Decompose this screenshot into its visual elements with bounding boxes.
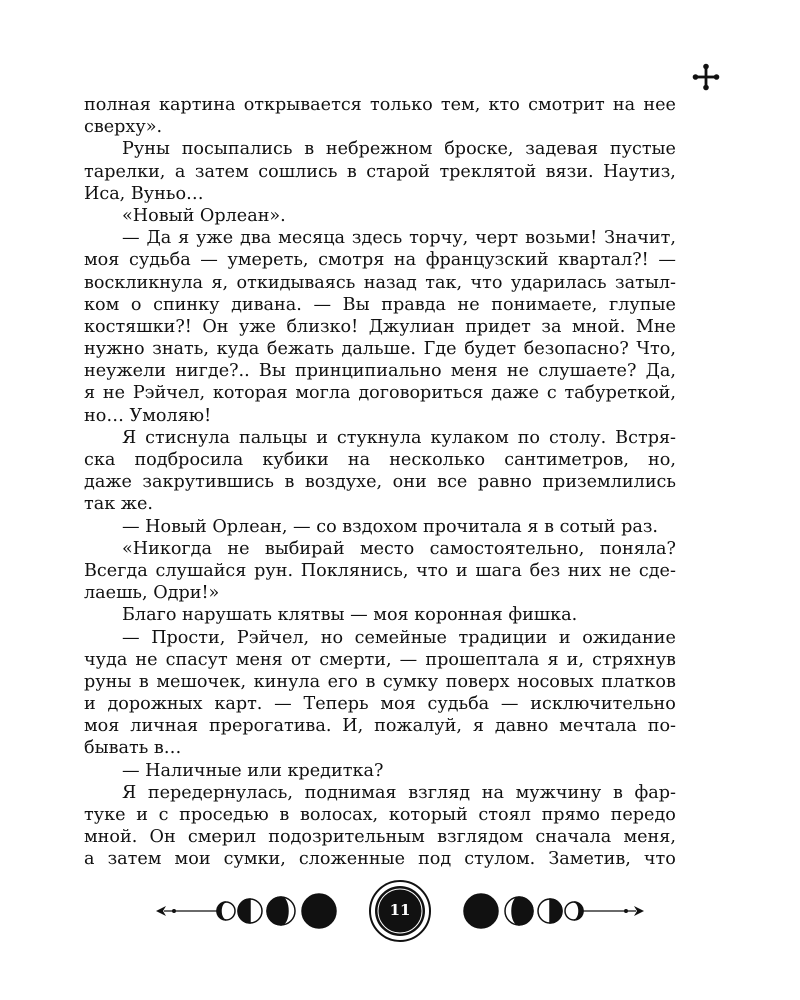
text-line: — Прости, Рэйчел, но семейные традиции и ожидание: [122, 627, 676, 648]
text-line: нужно знать, куда бежать дальше. Где будет безопасно? Что,: [84, 339, 676, 360]
text-line: мной. Он смерил подозрительным взглядом сначала меня,: [84, 827, 676, 848]
text-line: руны в мешочек, кинула его в сумку поверх носовых платков: [84, 671, 676, 692]
text-line: моя личная прерогатива. И, пожалуй, я давно мечтала по-: [84, 716, 676, 737]
text-line: — Да я уже два месяца здесь торчу, черт возьми! Значит,: [122, 228, 676, 249]
text-line: ска подбросила кубики на несколько сантиметров, но,: [84, 450, 676, 470]
text-line: я не Рэйчел, которая могла договориться даже с табуреткой,: [84, 383, 676, 404]
text-line: так же.: [84, 494, 154, 515]
text-line: и дорожных карт. — Теперь моя судьба — исключительно: [84, 694, 676, 715]
text-line: воскликнула я, откидываясь назад так, что ударилась затыл-: [84, 272, 676, 293]
text-line: а затем мои сумки, сложенные под стулом. Заметив, что: [84, 849, 676, 870]
text-line: чуда не спасут меня от смерти, — прошептала я и, стряхнув: [84, 649, 676, 670]
text-line: сверху».: [84, 117, 163, 138]
text-line: полная картина открывается только тем, кто смотрит на нее: [84, 95, 676, 115]
text-line: лаешь, Одри!»: [84, 583, 220, 604]
text-line: ком о спинку дивана. — Вы правда не понимаете, глупые: [84, 294, 676, 315]
text-line: бывать в…: [84, 738, 182, 759]
text-line: Иса, Вуньо…: [84, 183, 204, 204]
page-number: 11: [389, 901, 411, 919]
cross-ornament-icon: [691, 62, 721, 92]
text-line: Всегда слушайся рун. Поклянись, что и шага без них не сде-: [84, 560, 676, 581]
moon-phase-icon: [464, 894, 498, 928]
moon-phase-icon: [302, 894, 336, 928]
text-line: Я передернулась, поднимая взгляд на мужчину в фар-: [122, 782, 676, 803]
text-line: моя судьба — умереть, смотря на французский квартал?! —: [84, 250, 676, 271]
text-line: неужели нигде?.. Вы принципиально меня не слушаете? Да,: [84, 361, 676, 382]
page-text: [84, 94, 676, 871]
text-line: но… Умоляю!: [84, 405, 212, 426]
text-line: тарелки, а затем сошлись в старой треклятой вязи. Наутиз,: [84, 161, 676, 182]
text-line: Руны посыпались в небрежном броске, задевая пустые: [122, 139, 676, 160]
text-line: — Наличные или кредитка?: [122, 760, 384, 781]
text-line: туке и с проседью в волосах, который стоял прямо передо: [84, 805, 676, 825]
text-line: Благо нарушать клятвы — моя коронная фишка.: [122, 605, 578, 626]
text-line: даже закрутившись в воздухе, они все равно приземлились: [84, 472, 676, 493]
text-line: костяшки?! Он уже близко! Джулиан придет за мной. Мне: [84, 316, 676, 337]
text-line: — Новый Орлеан, — со вздохом прочитала я в сотый раз.: [122, 516, 659, 537]
text-line: «Новый Орлеан».: [122, 205, 286, 226]
text-line: Я стиснула пальцы и стукнула кулаком по столу. Встря-: [122, 427, 676, 448]
text-line: «Никогда не выбирай место самостоятельно, поняла?: [122, 538, 676, 559]
